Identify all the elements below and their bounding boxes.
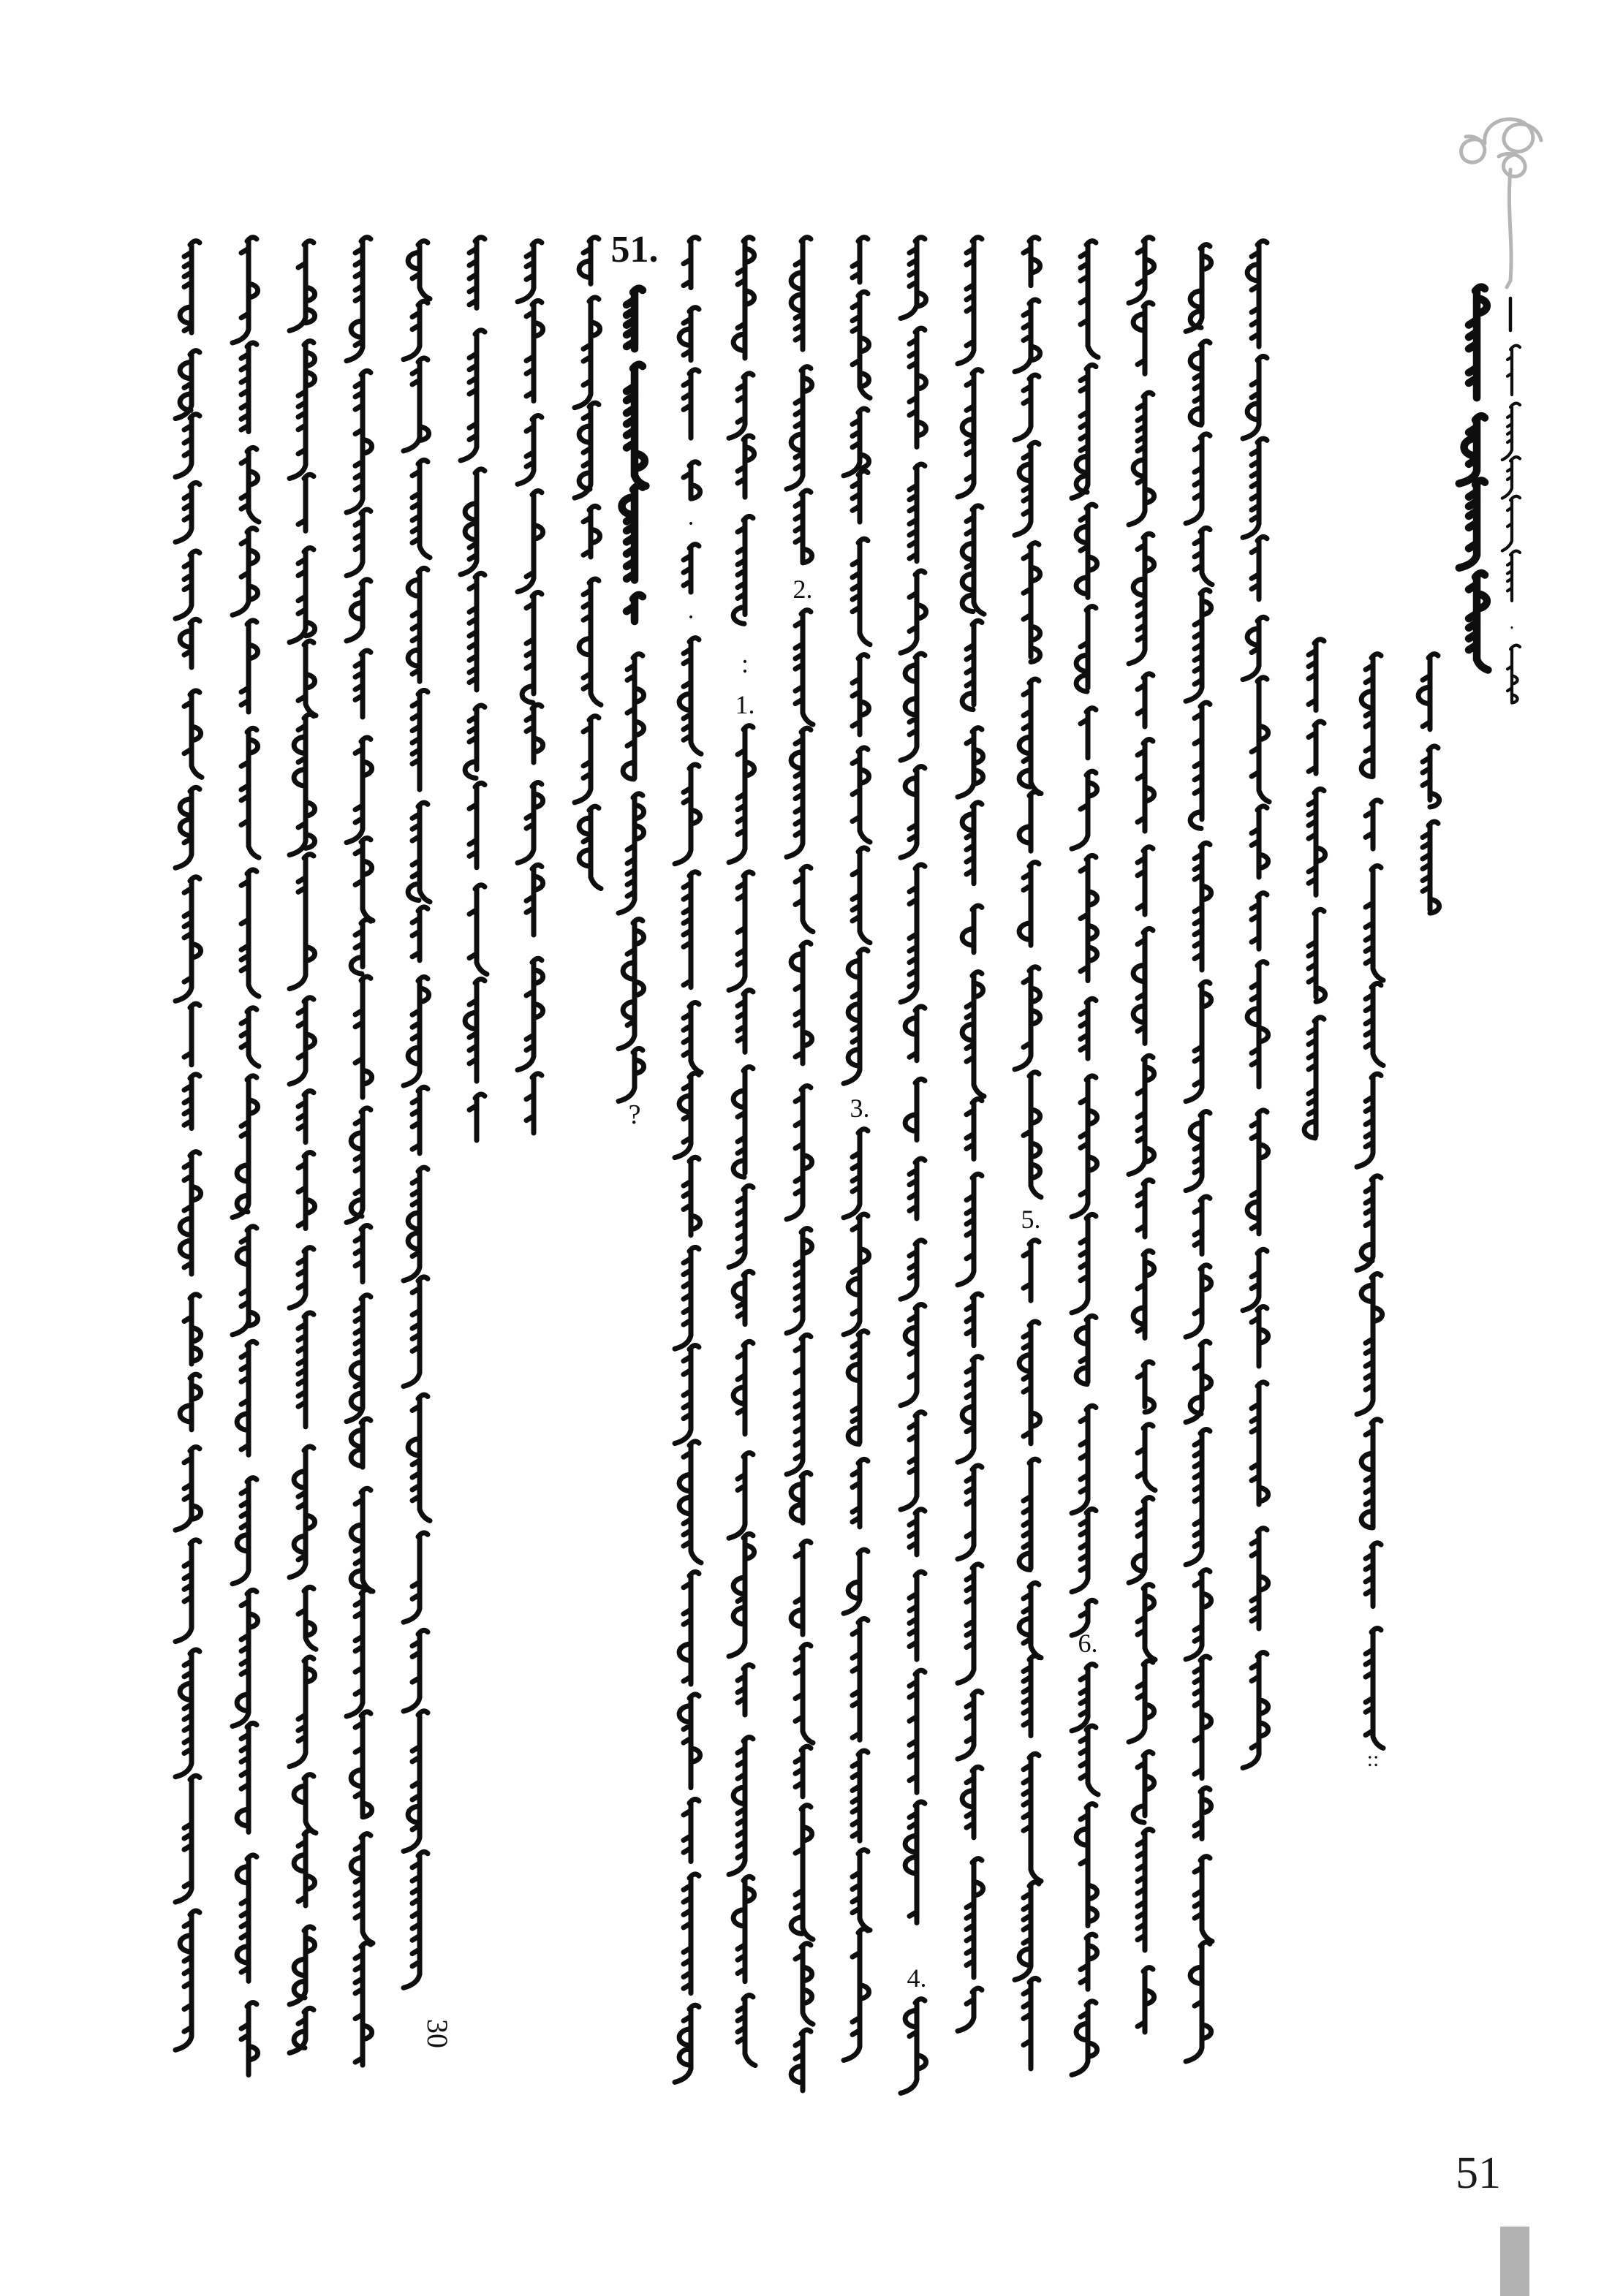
page-number: 51 [1456, 2148, 1501, 2198]
item-number: 30 [421, 2019, 454, 2048]
item-number: 3. [850, 1094, 870, 1123]
punctuation-mark: ? [628, 1099, 641, 1130]
item-number: 2. [792, 575, 813, 604]
punctuation-mark: :: [1366, 1747, 1380, 1771]
item-number: 1. [735, 690, 755, 719]
section-number: 51. [610, 229, 659, 270]
item-number: 5. [1021, 1205, 1041, 1234]
item-number: 6. [1078, 1629, 1098, 1658]
punctuation-mark: · [686, 510, 695, 537]
page-edge-bar [1500, 2227, 1529, 2296]
punctuation-mark: · [686, 604, 695, 631]
item-number: 4. [907, 1963, 927, 1993]
punctuation-mark: : [741, 649, 749, 678]
punctuation-mark: · [1508, 617, 1516, 638]
